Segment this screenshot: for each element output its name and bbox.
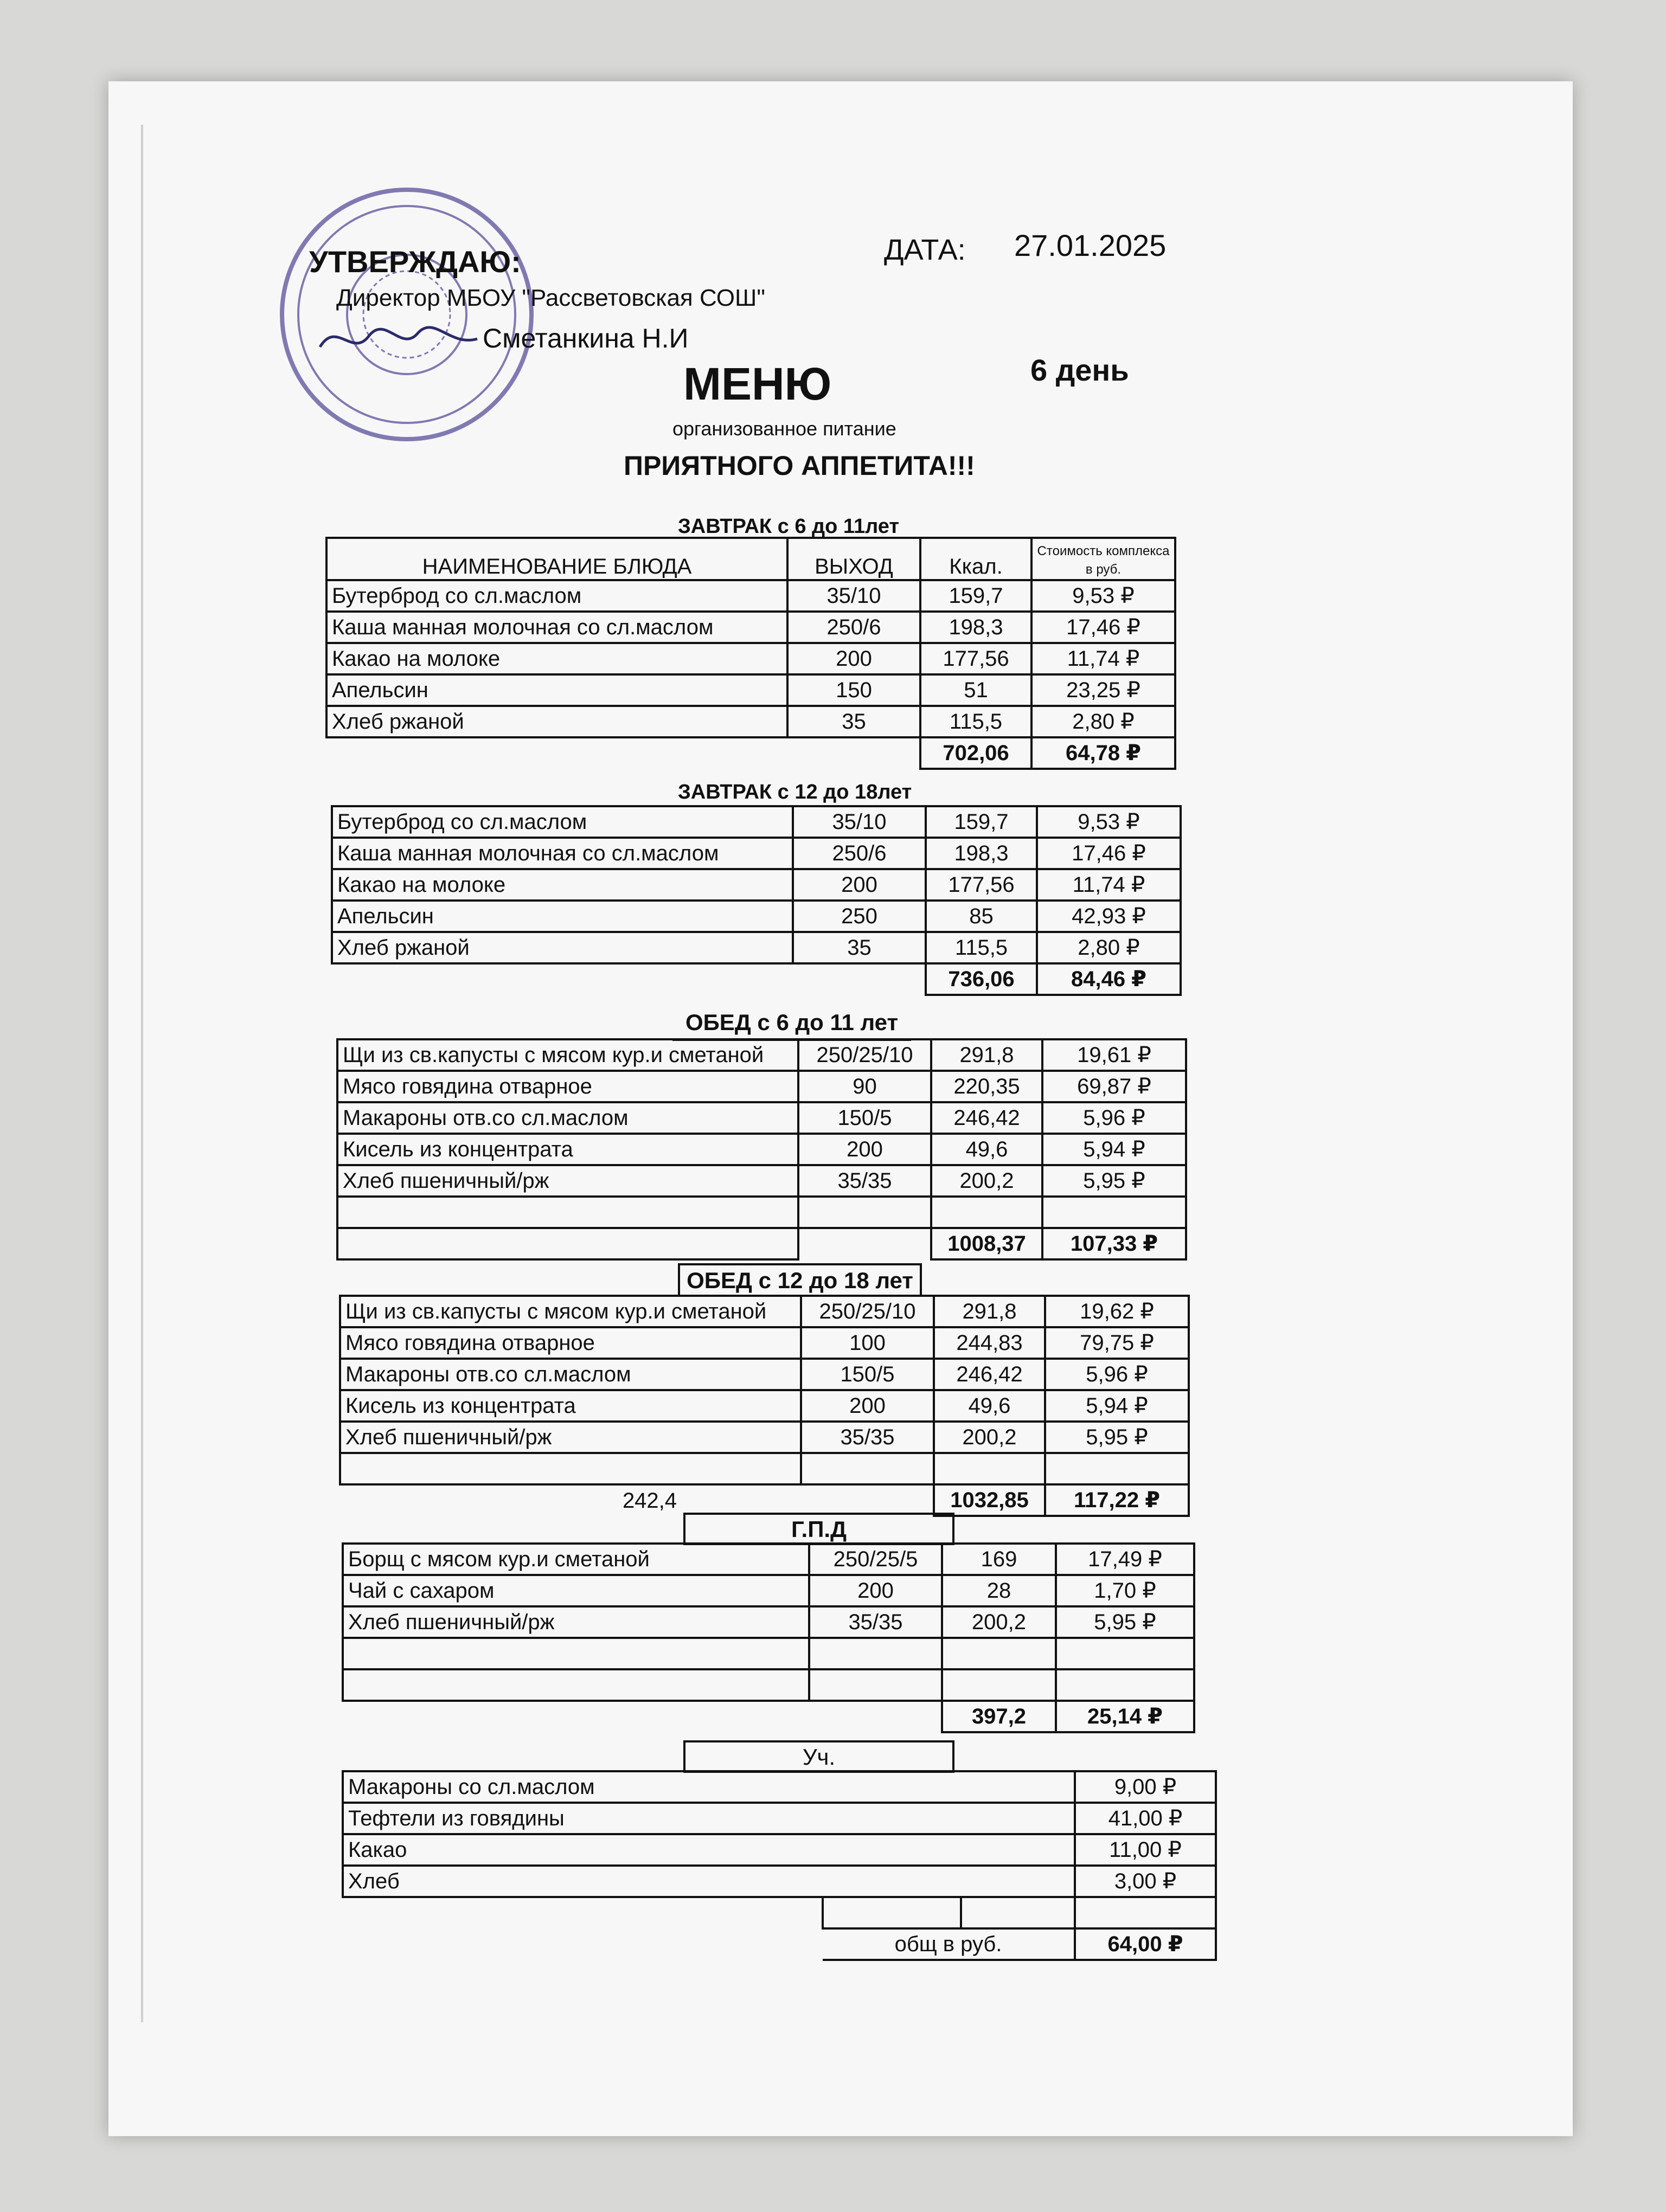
- director-name: Сметанкина Н.И: [483, 323, 689, 353]
- table-row: [343, 1834, 1216, 1866]
- total-label: общ в руб.: [823, 1928, 1075, 1960]
- dish-output: 200: [798, 1134, 931, 1165]
- dish-cost: 9,00 ₽: [1075, 1771, 1216, 1803]
- dish-output: 200: [801, 1390, 934, 1422]
- table-row: [332, 838, 1181, 869]
- dish-kcal: 291,8: [931, 1039, 1042, 1071]
- dish-name: Бутерброд со сл.маслом: [326, 580, 787, 612]
- table-row: [326, 643, 1175, 674]
- dish-name: Мясо говядина отварное: [340, 1327, 801, 1359]
- dish-name: Щи из св.капусты с мясом кур.и сметаной: [340, 1296, 801, 1327]
- dish-kcal: 169: [942, 1544, 1056, 1575]
- date-label: ДАТА:: [884, 234, 966, 266]
- dish-kcal: 115,5: [920, 706, 1031, 737]
- dish-cost: 17,49 ₽: [1056, 1544, 1194, 1575]
- total-row: [343, 1928, 1216, 1960]
- dish-output: 250/25/5: [809, 1544, 942, 1575]
- section-title-breakfast-big: ЗАВТРАК с 12 до 18лет: [678, 781, 912, 803]
- dish-output: 250/6: [787, 612, 920, 643]
- dish-kcal: 244,83: [934, 1327, 1045, 1359]
- total-cost: 84,46 ₽: [1037, 963, 1181, 995]
- dish-output: 250/6: [793, 838, 926, 869]
- dish-cost: 5,96 ₽: [1045, 1359, 1189, 1390]
- total-kcal: 397,2: [942, 1701, 1056, 1732]
- dish-output: 35/10: [787, 580, 920, 612]
- dish-name: Хлеб пшеничный/рж: [340, 1422, 801, 1453]
- dish-name: Макароны отв.со сл.маслом: [340, 1359, 801, 1390]
- total-kcal: 702,06: [920, 737, 1031, 769]
- dish-cost: 2,80 ₽: [1031, 706, 1175, 737]
- dish-kcal: 28: [942, 1575, 1056, 1606]
- total-kcal: 1008,37: [931, 1228, 1042, 1259]
- dish-name: Апельсин: [326, 674, 787, 706]
- director-title: Директор МБОУ "Рассветовская СОШ": [336, 285, 765, 311]
- dish-name: Борщ с мясом кур.и сметаной: [343, 1544, 809, 1575]
- dish-name: Хлеб ржаной: [326, 706, 787, 737]
- dish-kcal: 198,3: [926, 838, 1037, 869]
- dish-cost: 3,00 ₽: [1075, 1866, 1216, 1897]
- date-value: 27.01.2025: [1014, 228, 1167, 262]
- total-cost: 107,33 ₽: [1042, 1228, 1186, 1259]
- dish-kcal: 85: [926, 901, 1037, 932]
- dish-kcal: 198,3: [920, 612, 1031, 643]
- table-row: [326, 580, 1175, 612]
- table-row: [337, 1102, 1186, 1134]
- table-breakfast-big: [331, 805, 1182, 996]
- dish-name: Макароны отв.со сл.маслом: [337, 1102, 798, 1134]
- dish-name: Какао на молоке: [326, 643, 787, 674]
- dish-kcal: 115,5: [926, 932, 1037, 963]
- dish-cost: 17,46 ₽: [1037, 838, 1181, 869]
- dish-name: Хлеб ржаной: [332, 932, 793, 963]
- table-row: [340, 1359, 1189, 1390]
- dish-output: 35: [793, 932, 926, 963]
- dish-name: Макароны со сл.маслом: [343, 1771, 1075, 1803]
- total-cost: 64,00 ₽: [1075, 1928, 1216, 1960]
- empty-row: [340, 1453, 1189, 1484]
- table-row: [343, 1803, 1216, 1834]
- table-row: [332, 901, 1181, 932]
- dish-name: Щи из св.капусты с мясом кур.и сметаной: [337, 1039, 798, 1071]
- page-edge-line: [141, 125, 143, 2022]
- dish-kcal: 51: [920, 674, 1031, 706]
- table-row: [343, 1771, 1216, 1803]
- table-row: [340, 1422, 1189, 1453]
- total-row: [340, 1484, 1189, 1516]
- dish-name: Хлеб пшеничный/рж: [343, 1606, 809, 1638]
- dish-output: 200: [793, 869, 926, 901]
- dish-cost: 5,96 ₽: [1042, 1102, 1186, 1134]
- table-breakfast-small: [325, 537, 1176, 770]
- menu-sheet: [108, 81, 1573, 2136]
- table-lunch-small: [336, 1038, 1187, 1261]
- section-title-uch: Уч.: [683, 1740, 954, 1773]
- dish-kcal: 159,7: [926, 806, 1037, 838]
- column-header-kcal: Ккал.: [920, 538, 1031, 580]
- dish-output: 35/35: [809, 1606, 942, 1638]
- dish-cost: 11,74 ₽: [1037, 869, 1181, 901]
- dish-output: 250/25/10: [801, 1296, 934, 1327]
- dish-name: Апельсин: [332, 901, 793, 932]
- dish-cost: 17,46 ₽: [1031, 612, 1175, 643]
- dish-cost: 23,25 ₽: [1031, 674, 1175, 706]
- dish-name: Кисель из концентрата: [337, 1134, 798, 1165]
- table-uch: [342, 1770, 1217, 1961]
- dish-output: 200: [787, 643, 920, 674]
- approve-label: УТВЕРЖДАЮ:: [309, 245, 521, 279]
- dish-kcal: 200,2: [934, 1422, 1045, 1453]
- total-row: [343, 1701, 1194, 1732]
- section-title-lunch-big: ОБЕД с 12 до 18 лет: [678, 1263, 922, 1297]
- dish-cost: 5,95 ₽: [1042, 1165, 1186, 1197]
- table-row: [326, 706, 1175, 737]
- dish-cost: 1,70 ₽: [1056, 1575, 1194, 1606]
- total-cost: 117,22 ₽: [1045, 1484, 1189, 1516]
- section-title-gpd: Г.П.Д: [683, 1513, 954, 1545]
- dish-name: Тефтели из говядины: [343, 1803, 1075, 1834]
- column-header-cost: Стоимость комплекса в руб.: [1031, 538, 1175, 580]
- table-gpd: [342, 1542, 1195, 1733]
- table-lunch-big: [339, 1295, 1190, 1517]
- table-row: [332, 932, 1181, 963]
- table-row: [337, 1165, 1186, 1197]
- dish-name: Бутерброд со сл.маслом: [332, 806, 793, 838]
- dish-output: 35: [787, 706, 920, 737]
- dish-cost: 11,00 ₽: [1075, 1834, 1216, 1866]
- empty-row: [343, 1897, 1216, 1928]
- extra-value: 242,4: [622, 1488, 677, 1513]
- dish-output: 90: [798, 1071, 931, 1102]
- dish-cost: 41,00 ₽: [1075, 1803, 1216, 1834]
- page-title: МЕНЮ: [683, 358, 832, 409]
- dish-cost: 79,75 ₽: [1045, 1327, 1189, 1359]
- dish-cost: 5,95 ₽: [1056, 1606, 1194, 1638]
- dish-cost: 42,93 ₽: [1037, 901, 1181, 932]
- table-row: [326, 674, 1175, 706]
- dish-output: 35/10: [793, 806, 926, 838]
- table-row: [343, 1606, 1194, 1638]
- dish-name: Мясо говядина отварное: [337, 1071, 798, 1102]
- dish-cost: 9,53 ₽: [1031, 580, 1175, 612]
- dish-output: 100: [801, 1327, 934, 1359]
- table-row: [337, 1134, 1186, 1165]
- total-kcal: 1032,85: [934, 1484, 1045, 1516]
- dish-name: Хлеб пшеничный/рж: [337, 1165, 798, 1197]
- table-row: [340, 1296, 1189, 1327]
- dish-cost: 11,74 ₽: [1031, 643, 1175, 674]
- table-row: [343, 1866, 1216, 1897]
- dish-kcal: 291,8: [934, 1296, 1045, 1327]
- dish-name: Каша манная молочная со сл.маслом: [332, 838, 793, 869]
- dish-name: Какао: [343, 1834, 1075, 1866]
- subtitle: организованное питание: [672, 417, 896, 440]
- total-row: [326, 737, 1175, 769]
- dish-cost: 9,53 ₽: [1037, 806, 1181, 838]
- table-row: [332, 806, 1181, 838]
- dish-name: Какао на молоке: [332, 869, 793, 901]
- total-row: [337, 1228, 1186, 1259]
- table-row: [343, 1575, 1194, 1606]
- dish-output: 250/25/10: [798, 1039, 931, 1071]
- section-title-breakfast-small: ЗАВТРАК с 6 до 11лет: [678, 515, 899, 538]
- total-kcal: 736,06: [926, 963, 1037, 995]
- dish-name: Каша манная молочная со сл.маслом: [326, 612, 787, 643]
- table-row: [332, 869, 1181, 901]
- dish-output: 250: [793, 901, 926, 932]
- table-row: [343, 1544, 1194, 1575]
- total-cost: 64,78 ₽: [1031, 737, 1175, 769]
- dish-kcal: 177,56: [926, 869, 1037, 901]
- day-label: 6 день: [1030, 353, 1129, 387]
- dish-kcal: 49,6: [934, 1390, 1045, 1422]
- dish-kcal: 246,42: [931, 1102, 1042, 1134]
- dish-kcal: 49,6: [931, 1134, 1042, 1165]
- dish-kcal: 246,42: [934, 1359, 1045, 1390]
- dish-kcal: 200,2: [942, 1606, 1056, 1638]
- empty-row: [343, 1638, 1194, 1669]
- dish-output: 150/5: [798, 1102, 931, 1134]
- table-row: [337, 1071, 1186, 1102]
- dish-output: 35/35: [801, 1422, 934, 1453]
- dish-kcal: 220,35: [931, 1071, 1042, 1102]
- table-row: [337, 1039, 1186, 1071]
- dish-kcal: 177,56: [920, 643, 1031, 674]
- signature: [315, 314, 488, 363]
- empty-row: [337, 1197, 1186, 1228]
- empty-row: [343, 1669, 1194, 1701]
- dish-cost: 19,61 ₽: [1042, 1039, 1186, 1071]
- dish-cost: 2,80 ₽: [1037, 932, 1181, 963]
- dish-kcal: 159,7: [920, 580, 1031, 612]
- dish-name: Кисель из концентрата: [340, 1390, 801, 1422]
- total-cost: 25,14 ₽: [1056, 1701, 1194, 1732]
- dish-cost: 19,62 ₽: [1045, 1296, 1189, 1327]
- dish-cost: 5,95 ₽: [1045, 1422, 1189, 1453]
- table-row: [340, 1390, 1189, 1422]
- section-title-lunch-small: ОБЕД с 6 до 11 лет: [672, 1008, 911, 1041]
- dish-cost: 5,94 ₽: [1045, 1390, 1189, 1422]
- dish-output: 35/35: [798, 1165, 931, 1197]
- dish-output: 150/5: [801, 1359, 934, 1390]
- dish-cost: 69,87 ₽: [1042, 1071, 1186, 1102]
- dish-output: 150: [787, 674, 920, 706]
- table-row: [326, 612, 1175, 643]
- wish-text: ПРИЯТНОГО АППЕТИТА!!!: [624, 451, 975, 481]
- dish-kcal: 200,2: [931, 1165, 1042, 1197]
- dish-name: Чай с сахаром: [343, 1575, 809, 1606]
- column-header-name: НАИМЕНОВАНИЕ БЛЮДА: [326, 538, 787, 580]
- column-header-output: ВЫХОД: [787, 538, 920, 580]
- dish-cost: 5,94 ₽: [1042, 1134, 1186, 1165]
- dish-name: Хлеб: [343, 1866, 1075, 1897]
- total-row: [332, 963, 1181, 995]
- dish-output: 200: [809, 1575, 942, 1606]
- table-row: [340, 1327, 1189, 1359]
